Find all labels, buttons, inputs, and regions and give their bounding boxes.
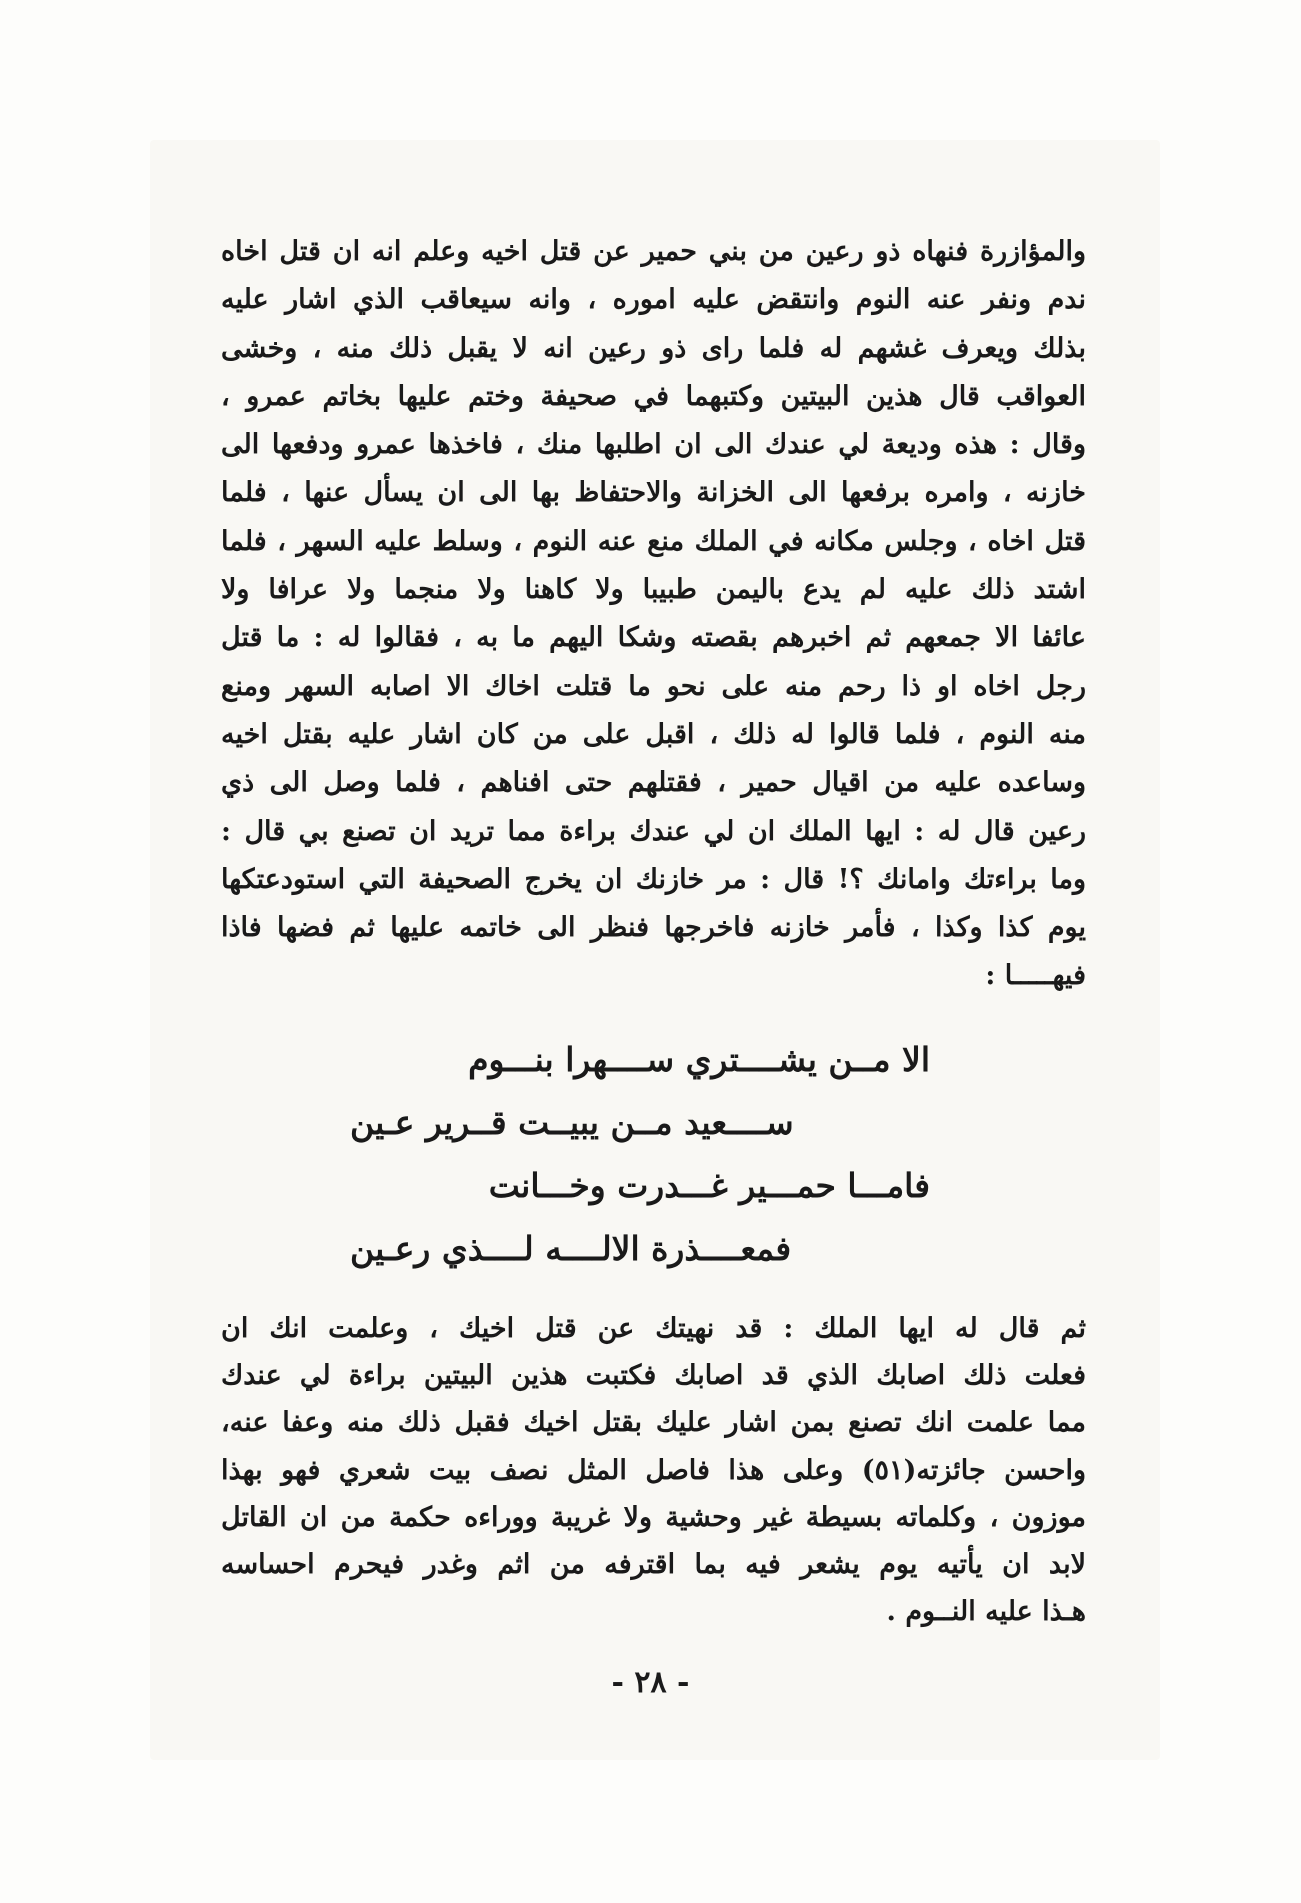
poem-verse: الا مــن يشــــتري ســــهرا بنـــوم — [468, 1040, 930, 1079]
text-line: يوم كذا وكذا ، فأمر خازنه فاخرجها فنظر الى خاتمه عليها ثم فضها فاذا — [221, 912, 1086, 944]
text-line: العواقب قال هذين البيتين وكتبهما في صحيفة وختم عليها بخاتم عمرو ، — [221, 380, 1086, 412]
text-line: هـذا عليه النــوم . — [886, 1596, 1086, 1628]
paragraph-2 — [221, 1305, 1086, 1635]
poem-verse: ســــعيد مــن يبيــت قــرير عـين — [350, 1103, 794, 1142]
text-line: بذلك ويعرف غشهم له فلما راى ذو رعين انه لا يقبل ذلك منه ، وخشى — [221, 332, 1086, 364]
text-line: فعلت ذلك اصابك الذي قد اصابك فكتبت هذين البيتين براءة لي عندك — [221, 1360, 1086, 1392]
text-line: فيهـــــا : — [985, 960, 1086, 992]
poem — [330, 1028, 950, 1280]
paragraph-1 — [221, 228, 1086, 1001]
text-line: عائفا الا جمعهم ثم اخبرهم بقصته وشكا اليهم ما به ، فقالوا له : ما قتل — [221, 622, 1086, 654]
text-line: ثم قال له ايها الملك : قد نهيتك عن قتل اخيك ، وعلمت انك ان — [221, 1313, 1086, 1344]
text-line: مما علمت انك تصنع بمن اشار عليك بقتل اخيك فقبل ذلك منه وعفا عنه، — [221, 1407, 1086, 1439]
text-line: وقال : هذه وديعة لي عندك الى ان اطلبها منك ، فاخذها عمرو ودفعها الى — [221, 429, 1086, 461]
text-line: منه النوم ، فلما قالوا له ذلك ، اقبل على من كان اشار عليه بقتل اخيه — [221, 718, 1086, 750]
text-line: والمؤازرة فنهاه ذو رعين من بني حمير عن قتل اخيه وعلم انه ان قتل اخاه — [221, 236, 1086, 267]
text-line: وساعده عليه من اقيال حمير ، فقتلهم حتى افناهم ، فلما وصل الى ذي — [221, 767, 1086, 799]
text-line: لابد ان يأتيه يوم يشعر فيه بما اقترفه من اثم وغدر فيحرم احساسه — [221, 1549, 1086, 1581]
page-number: - ٢٨ - — [611, 1665, 690, 1700]
text-line: ندم ونفر عنه النوم وانتقض عليه اموره ، وانه سيعاقب الذي اشار عليه — [221, 284, 1086, 316]
text-line: موزون ، وكلماته بسيطة غير وحشية ولا غريبة ووراءه حكمة من ان القاتل — [221, 1501, 1086, 1533]
poem-verse: فامـــا حمـــير غـــدرت وخـــانت — [488, 1166, 930, 1205]
text-line: رعين قال له : ايها الملك ان لي عندك براءة مما تريد ان تصنع بي قال : — [221, 815, 1086, 847]
poem-verse: فمعــــذرة الالــــه لــــذي رعـين — [350, 1229, 792, 1268]
text-line: وما براءتك وامانك ؟! قال : مر خازنك ان يخرج الصحيفة التي استودعتكها — [221, 863, 1086, 895]
text-line: واحسن جائزته(٥١) وعلى هذا فاصل المثل نصف بيت شعري فهو بهذا — [221, 1454, 1086, 1486]
text-line: قتل اخاه ، وجلس مكانه في الملك منع عنه النوم ، وسلط عليه السهر ، فلما — [221, 525, 1086, 557]
text-line: خازنه ، وامره برفعها الى الخزانة والاحتفاظ بها الى ان يسأل عنها ، فلما — [221, 477, 1086, 509]
text-line: اشتد ذلك عليه لم يدع باليمن طبيبا ولا كاهنا ولا منجما ولا عرافا ولا — [221, 574, 1086, 606]
text-line: رجل اخاه او ذا رحم منه على نحو ما قتلت اخاك الا اصابه السهر ومنع — [221, 670, 1086, 702]
